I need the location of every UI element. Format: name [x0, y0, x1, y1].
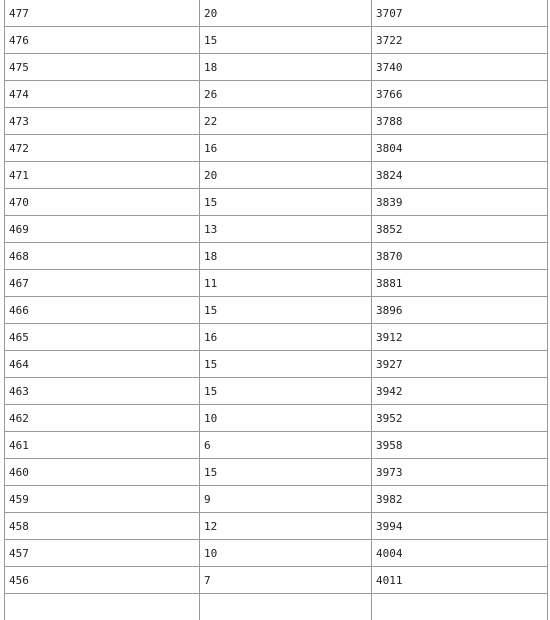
score-cell: 466 — [5, 297, 200, 324]
score-cell: 463 — [5, 378, 200, 405]
count-cell: 18 — [200, 54, 372, 81]
score-cell: 456 — [5, 567, 200, 594]
cumulative-cell: 3994 — [372, 513, 548, 540]
count-cell: 15 — [200, 297, 372, 324]
count-cell: 11 — [200, 270, 372, 297]
cumulative-cell: 3973 — [372, 459, 548, 486]
score-cell: 457 — [5, 540, 200, 567]
table-row — [5, 459, 548, 486]
table-row — [5, 351, 548, 378]
cumulative-cell — [372, 594, 548, 620]
table-row — [5, 108, 548, 135]
cumulative-cell: 3722 — [372, 27, 548, 54]
score-cell: 472 — [5, 135, 200, 162]
score-cell: 469 — [5, 216, 200, 243]
cumulative-cell: 3896 — [372, 297, 548, 324]
table-body — [5, 0, 548, 620]
cumulative-cell: 3788 — [372, 108, 548, 135]
table-row — [5, 405, 548, 432]
table-row — [5, 324, 548, 351]
count-cell: 15 — [200, 189, 372, 216]
table-row — [5, 270, 548, 297]
count-cell: 15 — [200, 351, 372, 378]
count-cell: 15 — [200, 27, 372, 54]
count-cell: 18 — [200, 243, 372, 270]
score-cell: 476 — [5, 27, 200, 54]
table-row — [5, 162, 548, 189]
count-cell: 6 — [200, 432, 372, 459]
cumulative-cell: 3766 — [372, 81, 548, 108]
count-cell: 22 — [200, 108, 372, 135]
cumulative-cell: 3852 — [372, 216, 548, 243]
cumulative-cell: 3942 — [372, 378, 548, 405]
count-cell: 16 — [200, 324, 372, 351]
score-cell: 470 — [5, 189, 200, 216]
table-row — [5, 189, 548, 216]
cumulative-cell: 3824 — [372, 162, 548, 189]
count-cell: 10 — [200, 405, 372, 432]
table-row — [5, 513, 548, 540]
cumulative-cell: 3912 — [372, 324, 548, 351]
table-row — [5, 81, 548, 108]
count-cell: 13 — [200, 216, 372, 243]
count-cell: 10 — [200, 540, 372, 567]
count-cell: 12 — [200, 513, 372, 540]
cumulative-cell: 3740 — [372, 54, 548, 81]
score-cell — [5, 594, 200, 620]
count-cell: 16 — [200, 135, 372, 162]
cumulative-cell: 3982 — [372, 486, 548, 513]
count-cell: 26 — [200, 81, 372, 108]
cumulative-cell: 4011 — [372, 567, 548, 594]
score-cell: 458 — [5, 513, 200, 540]
count-cell: 9 — [200, 486, 372, 513]
table-row — [5, 27, 548, 54]
score-cell: 477 — [5, 0, 200, 27]
count-cell: 15 — [200, 459, 372, 486]
count-cell: 15 — [200, 378, 372, 405]
cumulative-cell: 3839 — [372, 189, 548, 216]
score-cell: 471 — [5, 162, 200, 189]
cumulative-cell: 3958 — [372, 432, 548, 459]
score-distribution-table — [4, 0, 548, 620]
table-row — [5, 540, 548, 567]
count-cell — [200, 594, 372, 620]
table-row — [5, 216, 548, 243]
score-cell: 473 — [5, 108, 200, 135]
cumulative-cell: 4004 — [372, 540, 548, 567]
count-cell: 20 — [200, 162, 372, 189]
table-row — [5, 567, 548, 594]
count-cell: 20 — [200, 0, 372, 27]
table-row — [5, 297, 548, 324]
score-cell: 475 — [5, 54, 200, 81]
table-row — [5, 135, 548, 162]
score-cell: 465 — [5, 324, 200, 351]
cumulative-cell: 3804 — [372, 135, 548, 162]
score-cell: 467 — [5, 270, 200, 297]
table-row — [5, 243, 548, 270]
table-row — [5, 54, 548, 81]
score-cell: 460 — [5, 459, 200, 486]
score-cell: 468 — [5, 243, 200, 270]
score-cell: 459 — [5, 486, 200, 513]
table-row — [5, 594, 548, 620]
table-row — [5, 0, 548, 27]
table-row — [5, 378, 548, 405]
table-row — [5, 486, 548, 513]
score-cell: 464 — [5, 351, 200, 378]
count-cell: 7 — [200, 567, 372, 594]
cumulative-cell: 3881 — [372, 270, 548, 297]
cumulative-cell: 3707 — [372, 0, 548, 27]
score-cell: 474 — [5, 81, 200, 108]
table-row — [5, 432, 548, 459]
cumulative-cell: 3927 — [372, 351, 548, 378]
cumulative-cell: 3952 — [372, 405, 548, 432]
score-cell: 461 — [5, 432, 200, 459]
cumulative-cell: 3870 — [372, 243, 548, 270]
score-cell: 462 — [5, 405, 200, 432]
